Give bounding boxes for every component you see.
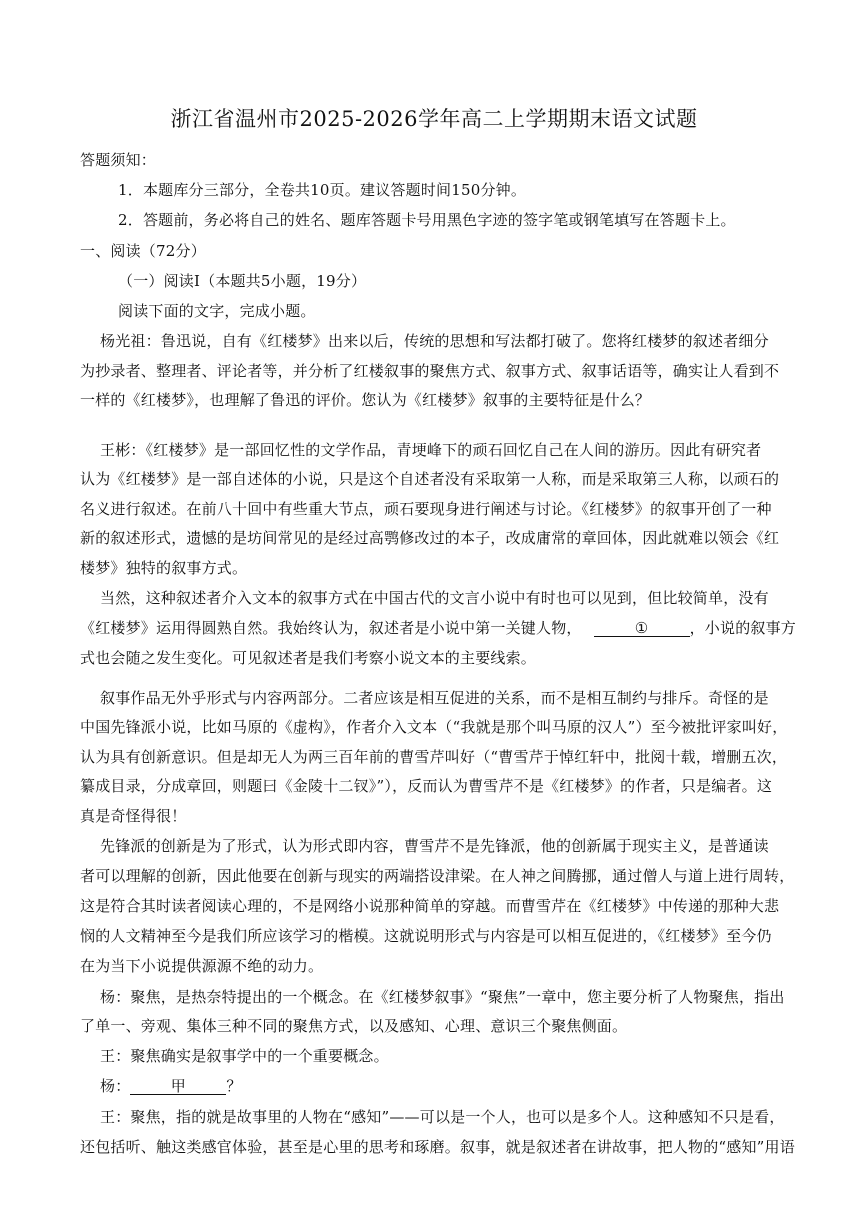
paragraph-line: 新的叙述形式，遗憾的是坊间常见的是经过高鹗修改过的本子，改成庸常的章回体，因此就难以领会《红 <box>80 529 780 547</box>
paragraph-line: 杨光祖：鲁迅说，自有《红楼梦》出来以后，传统的思想和写法都打破了。您将红楼梦的叙述者细分 <box>100 332 769 350</box>
page-title: 浙江省温州市2025-2026学年高二上学期期末语文试题 <box>170 107 698 131</box>
paragraph-line: 悯的人文精神至今是我们所应该学习的楷模。这就说明形式与内容是可以相互促进的，《红楼梦》至今仍 <box>80 927 772 945</box>
answer-blank-jia: 甲 <box>130 1078 226 1095</box>
paragraph-line: 当然，这种叙述者介入文本的叙事方式在中国古代的文言小说中有时也可以见到，但比较简单，没有 <box>100 589 769 607</box>
notice-item-1: 1．本题库分三部分，全卷共10页。建议答题时间150分钟。 <box>118 181 527 199</box>
paragraph-line: 还包括听、触这类感官体验，甚至是心里的思考和琢磨。叙事，就是叙述者在讲故事，把人物的“感知”用语 <box>80 1138 795 1156</box>
question-mark: ？ <box>226 1077 242 1095</box>
paragraph-line: 者可以理解的创新，因此他要在创新与现实的两端搭设津梁。在人神之间腾挪，通过僧人与道上进行周转， <box>80 867 795 885</box>
text-before-blank-1: 《红楼梦》运用得圆熟自然。我始终认为，叙述者是小说中第一关键人物， <box>80 619 582 637</box>
paragraph-line-with-blank <box>100 1076 806 1096</box>
subsection-heading: （一）阅读Ⅰ（本题共5小题，19分） <box>118 272 367 290</box>
notice-heading: 答题须知： <box>80 151 157 169</box>
paragraph-line: 王彬：《红楼梦》是一部回忆性的文学作品，青埂峰下的顽石回忆自己在人间的游历。因此有研究者 <box>100 441 762 459</box>
paragraph-line: 一样的《红楼梦》，也理解了鲁迅的评价。您认为《红楼梦》叙事的主要特征是什么？ <box>80 391 651 409</box>
paragraph-line: 认为《红楼梦》是一部自述体的小说，只是这个自述者没有采取第一人称，而是采取第三人称，以顽石的 <box>80 470 780 488</box>
paragraph-line: 纂成目录，分成章回，则题曰《金陵十二钗》”），反而认为曹雪芹不是《红楼梦》的作者，只是编者。这 <box>80 777 773 795</box>
paragraph-line: 名义进行叙述。在前八十回中有些重大节点，顽石要现身进行阐述与讨论。《红楼梦》的叙事开创了一种 <box>80 500 772 518</box>
paragraph-line: 这是符合其时读者阅读心理的，不是网络小说那种简单的穿越。而曹雪芹在《红楼梦》中传递的那种大悲 <box>80 897 780 915</box>
paragraph-line: 王：聚焦确实是叙事学中的一个重要概念。 <box>100 1047 389 1065</box>
notice-item-2: 2．答题前，务必将自己的姓名、题库答题卡号用黑色字迹的签字笔或钢笔填写在答题卡上。 <box>118 211 736 229</box>
paragraph-line: 真是奇怪得很！ <box>80 807 187 825</box>
paragraph-line: 杨：聚焦，是热奈特提出的一个概念。在《红楼梦叙事》“聚焦”一章中，您主要分析了人物聚焦，指出 <box>100 988 785 1006</box>
paragraph-line: 为抄录者、整理者、评论者等，并分析了红楼叙事的聚焦方式、叙事方式、叙事话语等，确实让人看到不 <box>80 362 780 380</box>
reading-instruction: 阅读下面的文字，完成小题。 <box>118 302 316 320</box>
paragraph-line: 了单一、旁观、集体三种不同的聚焦方式，以及感知、心理、意识三个聚焦侧面。 <box>80 1017 628 1035</box>
paragraph-line: 式也会随之发生变化。可见叙述者是我们考察小说文本的主要线索。 <box>80 649 537 667</box>
text-after-blank-1: ，小说的叙事方 <box>689 619 797 637</box>
paragraph-line: 先锋派的创新是为了形式，认为形式即内容，曹雪芹不是先锋派，他的创新属于现实主义，是普通读 <box>100 837 769 855</box>
paragraph-line: 在为当下小说提供源源不绝的动力。 <box>80 957 324 975</box>
answer-blank-1: ① <box>594 620 690 637</box>
paragraph-line: 王：聚焦，指的就是故事里的人物在“感知”——可以是一个人，也可以是多个人。这种感知不只是看， <box>100 1108 785 1126</box>
speaker-label: 杨： <box>100 1077 131 1095</box>
paragraph-line: 楼梦》独特的叙事方式。 <box>80 559 248 577</box>
paragraph-line: 叙事作品无外乎形式与内容两部分。二者应该是相互促进的关系，而不是相互制约与排斥。奇怪的是 <box>100 689 769 707</box>
paragraph-line-with-blank <box>80 618 797 638</box>
section-heading: 一、阅读（72分） <box>80 242 206 260</box>
paragraph-line: 中国先锋派小说，比如马原的《虚构》，作者介入文本（“我就是那个叫马原的汉人”）至今被批评家叫好， <box>80 718 788 736</box>
paragraph-line: 认为具有创新意识。但是却无人为两三百年前的曹雪芹叫好（“曹雪芹于悼红轩中，批阅十载，增删五次， <box>80 748 788 766</box>
